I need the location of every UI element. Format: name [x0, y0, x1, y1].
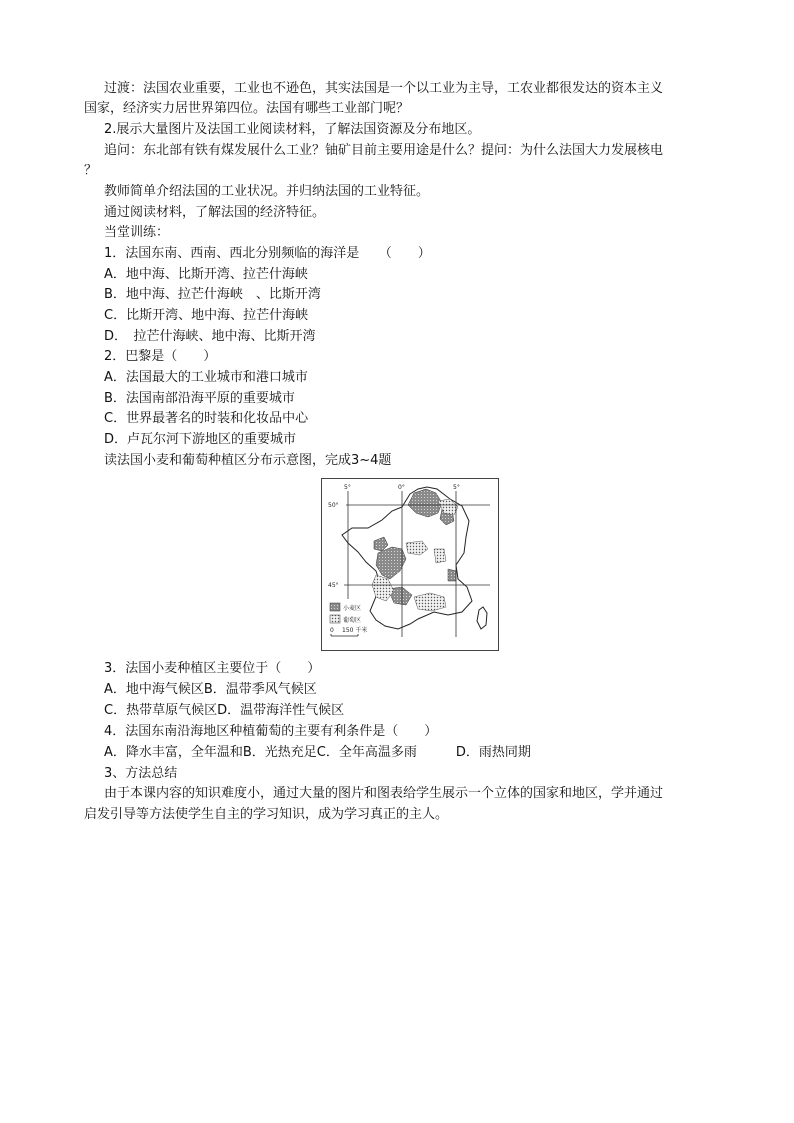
question-4-stem: 4．法国东南沿海地区种植葡萄的主要有利条件是（ ）	[104, 724, 438, 739]
question-2-option-d: D．卢瓦尔河下游地区的重要城市	[104, 432, 297, 447]
transition-paragraph-line-1: 过渡：法国农业重要，工业也不逊色，其实法国是一个以工业为主导，工农业都很发达的资本主义	[104, 81, 664, 96]
map-intro-text: 读法国小麦和葡萄种植区分布示意图，完成3~4题	[104, 453, 392, 468]
question-1-option-a: A．地中海、比斯开湾、拉芒什海峡	[104, 267, 308, 282]
question-4-options: A．降水丰富，全年温和B．光热充足C．全年高温多雨 D．雨热同期	[104, 745, 531, 760]
question-1-stem: 1．法国东南、西南、西北分别频临的海洋是 （ ）	[104, 246, 431, 261]
question-3-stem: 3．法国小麦种植区主要位于（ ）	[104, 661, 321, 676]
question-2-option-c: C．世界最著名的时装和化妆品中心	[104, 411, 309, 426]
lon-label-5w: 5°	[344, 484, 351, 491]
lat-label-50: 50°	[328, 502, 339, 509]
legend-wheat-swatch	[330, 603, 340, 611]
wheat-region-rhone	[448, 569, 456, 581]
question-1-option-b: B．地中海、拉芒什海峡 、比斯开湾	[104, 287, 321, 302]
summary-paragraph-line-2: 启发引导等方法使学生自主的学习知识，成为学习真正的主人。	[84, 807, 449, 822]
lon-label-5e: 5°	[453, 484, 460, 491]
transition-paragraph-line-2: 国家，经济实力居世界第四位。法国有哪些工业部门呢？	[84, 101, 410, 116]
scale-zero-label: 0	[330, 627, 334, 634]
question-2-option-b: B．法国南部沿海平原的重要城市	[104, 391, 295, 406]
practice-heading: 当堂训练：	[104, 225, 170, 240]
question-2-stem: 2．巴黎是（ ）	[104, 349, 217, 364]
lon-label-0: 0°	[398, 484, 405, 491]
reading-text: 通过阅读材料，了解法国的经济特征。	[104, 205, 326, 220]
followup-question-line-2: ？	[84, 163, 98, 178]
summary-paragraph-line-1: 由于本课内容的知识难度小，通过大量的图片和图表给学生展示一个立体的国家和地区，学并通过	[104, 786, 664, 801]
step-2-text: 2.展示大量图片及法国工业阅读材料，了解法国资源及分布地区。	[104, 122, 481, 137]
france-crop-map	[321, 478, 499, 651]
question-3-options-cd: C．热带草原气候区D．温带海洋性气候区	[104, 703, 345, 718]
scale-distance-label: 150 千米	[342, 627, 368, 634]
lat-label-45: 45°	[328, 582, 339, 589]
legend-wheat-label: 小麦区	[343, 605, 362, 612]
france-map-svg	[322, 479, 498, 650]
grape-region-burgundy	[434, 549, 446, 563]
question-1-option-d: D． 拉芒什海峡、地中海、比斯开湾	[104, 329, 316, 344]
question-2-option-a: A．法国最大的工业城市和港口城市	[104, 370, 308, 385]
question-1-option-c: C．比斯开湾、地中海、拉芒什海峡	[104, 308, 309, 323]
teacher-intro-text: 教师简单介绍法国的工业状况。并归纳法国的工业特征。	[104, 184, 430, 199]
method-summary-heading: 3、方法总结	[104, 766, 178, 781]
followup-question-line-1: 追问：东北部有铁有煤发展什么工业？铀矿目前主要用途是什么？提问：为什么法国大力发展核电	[104, 143, 664, 158]
legend-grape-swatch	[330, 615, 340, 623]
corsica-outline	[477, 607, 487, 629]
legend-grape-label: 葡萄区	[343, 617, 362, 624]
question-3-options-ab: A．地中海气候区B．温带季风气候区	[104, 682, 317, 697]
